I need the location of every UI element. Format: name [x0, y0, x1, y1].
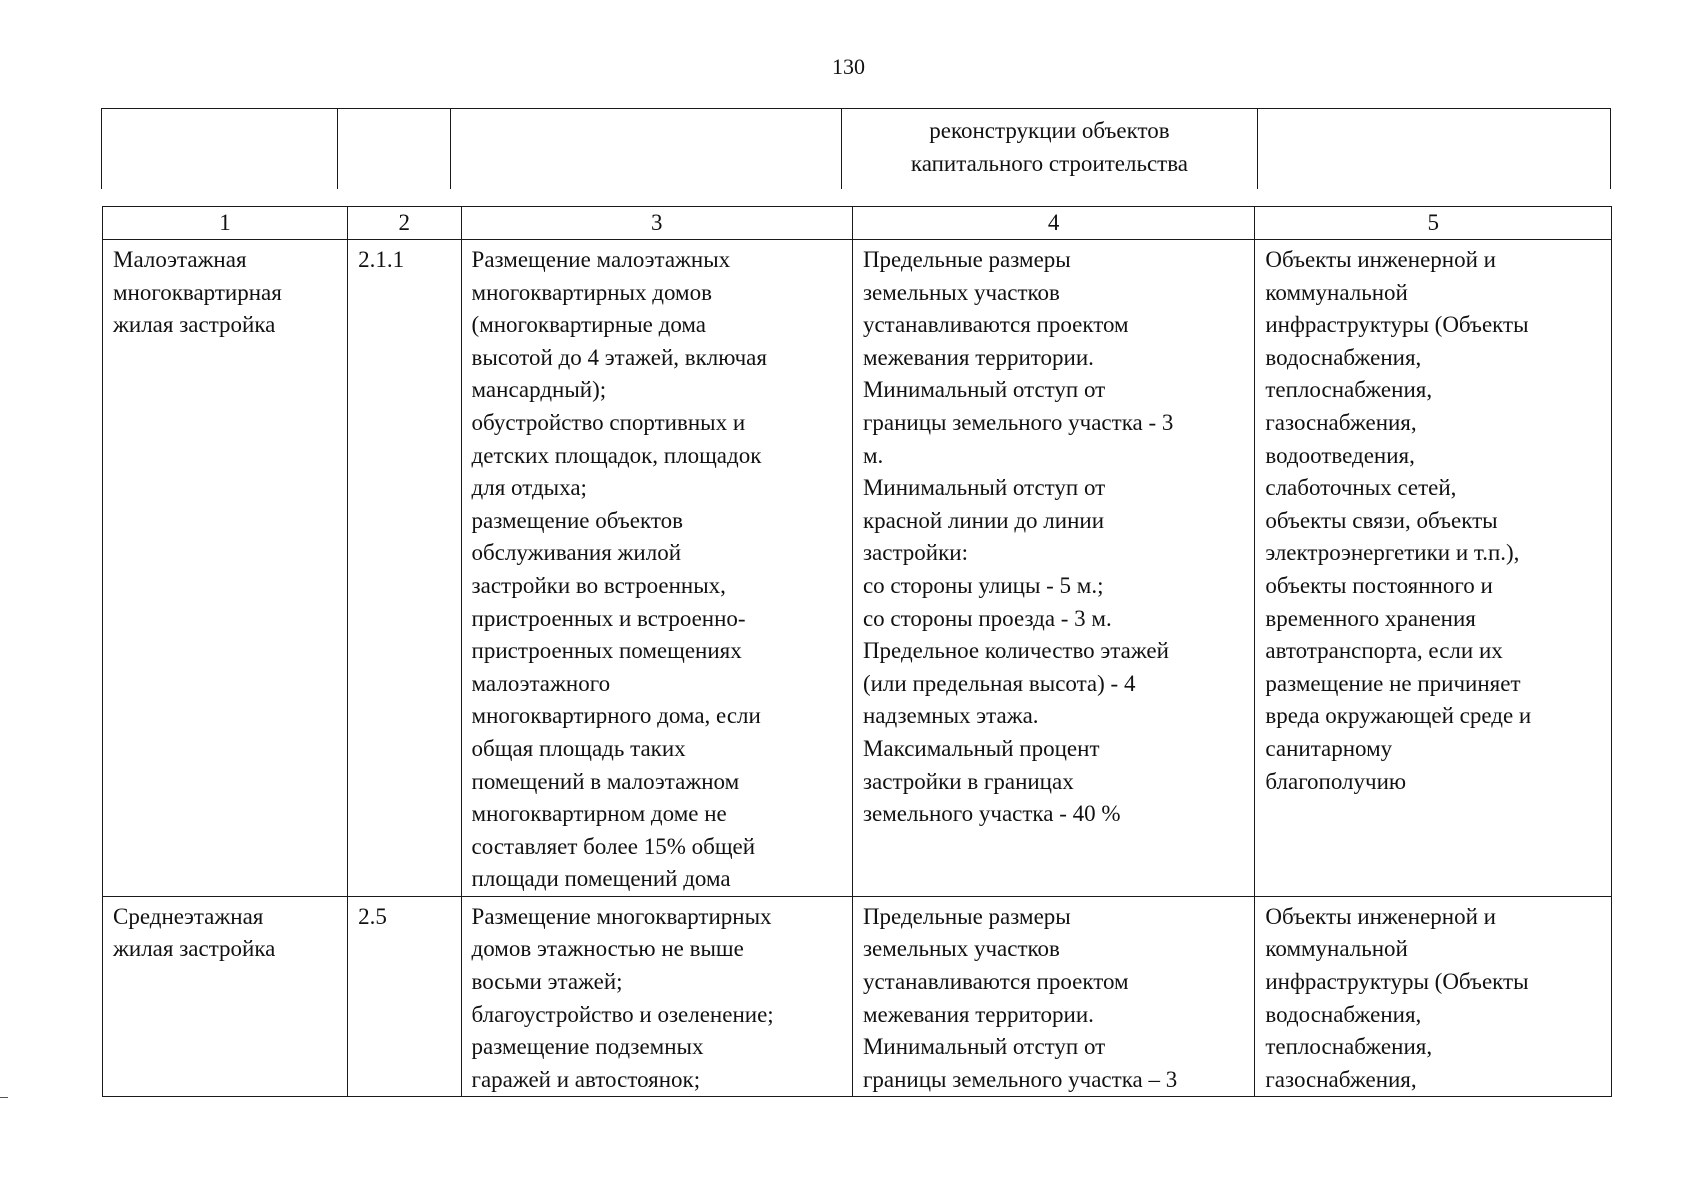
continuation-cell-3 — [451, 109, 842, 190]
use-description-cell: Размещение многоквартирных домов этажностью не выше восьми этажей; благоустройство и озеленение; размещение подземных гаражей и автостоянок; — [461, 896, 852, 1097]
continuation-row — [102, 109, 1611, 190]
use-code-cell: 2.5 — [348, 896, 461, 1097]
table-row — [103, 896, 1612, 1097]
header-cell-3: 3 — [461, 207, 852, 240]
table-header-row — [103, 207, 1612, 240]
zoning-table — [102, 206, 1612, 1097]
page-number: 130 — [832, 54, 865, 79]
continuation-cell-5 — [1257, 109, 1610, 190]
use-name-cell: Малоэтажная многоквартирная жилая застройка — [103, 240, 348, 897]
auxiliary-uses-cell: Объекты инженерной и коммунальной инфраструктуры (Объекты водоснабжения, теплоснабжения, газоснабжения, — [1255, 896, 1612, 1097]
parameters-cell: Предельные размеры земельных участков устанавливаются проектом межевания территории. Минимальный отступ от границы земельного участка - 3 м. Минимальный отступ от красной линии до линии застройки: со стороны улицы - 5 м.; со стороны проезда - 3 м. Предельное количество этажей (или предельная высота) - 4 надземных этажа. Максимальный процент застройки в границах земельного участка - 40 % — [852, 240, 1254, 897]
header-cell-2: 2 — [348, 207, 461, 240]
parameters-cell: Предельные размеры земельных участков устанавливаются проектом межевания территории. Минимальный отступ от границы земельного участка – 3 — [852, 896, 1254, 1097]
use-description-cell: Размещение малоэтажных многоквартирных домов (многоквартирные дома высотой до 4 этажей, включая мансардный); обустройство спортивных и детских площадок, площадок для отдыха; размещение объектов обслуживания жилой застройки во встроенных, пристроенных и встроенно- пристроенных помещениях малоэтажного многоквартирного дома, если общая площадь таких помещений в малоэтажном многоквартирном доме не составляет более 15% общей площади помещений дома — [461, 240, 852, 897]
use-name-cell: Среднеэтажная жилая застройка — [103, 896, 348, 1097]
continuation-cell-1 — [102, 109, 338, 190]
header-cell-4: 4 — [852, 207, 1254, 240]
continuation-cell-4: реконструкции объектов капитального строительства — [841, 109, 1257, 190]
header-cell-1: 1 — [103, 207, 348, 240]
header-cell-5: 5 — [1255, 207, 1612, 240]
scan-edge-mark — [0, 1097, 8, 1098]
continuation-cell-2 — [337, 109, 450, 190]
auxiliary-uses-cell: Объекты инженерной и коммунальной инфраструктуры (Объекты водоснабжения, теплоснабжения, газоснабжения, водоотведения, слаботочных сетей, объекты связи, объекты электроэнергетики и т.п.), объекты постоянного и временного хранения автотранспорта, если их размещение не причиняет вреда окружающей среде и санитарному благополучию — [1255, 240, 1612, 897]
continuation-table — [101, 108, 1611, 189]
use-code-cell: 2.1.1 — [348, 240, 461, 897]
table-row — [103, 240, 1612, 897]
